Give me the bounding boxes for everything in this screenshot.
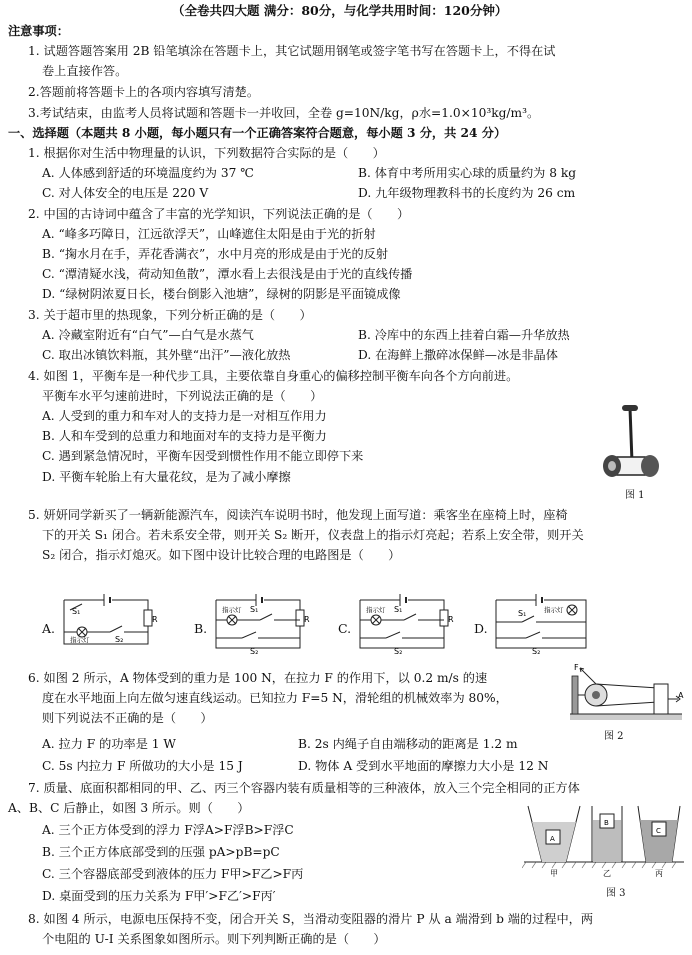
svg-text:S₂: S₂: [250, 647, 259, 656]
svg-text:R: R: [152, 615, 158, 624]
circuit-a: [60, 592, 160, 654]
notes-title: 注意事项：: [8, 24, 69, 38]
figure-2-pulley: [566, 662, 686, 724]
note-3: 3.考试结束，由监考人员将试题和答题卡一并收回，全卷 g=10N/kg，ρ水=1.0×10³kg/m³。: [28, 106, 540, 120]
circuit-b: [212, 592, 314, 656]
q8-stem-2: 个电阻的 U-I 关系图象如图所示。则下列判断正确的是（ ）: [42, 932, 386, 946]
q2-stem: 2. 中国的古诗词中蕴含了丰富的光学知识，下列说法正确的是（ ）: [28, 207, 410, 221]
q3-stem: 3. 关于超市里的热现象，下列分析正确的是（ ）: [28, 308, 312, 322]
svg-text:乙: 乙: [603, 869, 611, 878]
figure-2-label: 图 2: [604, 731, 624, 742]
q3-option-c: C. 取出冰镇饮料瓶，其外壁“出汗”—液化放热: [42, 348, 291, 362]
q7-stem-2: A、B、C 后静止，如图 3 所示。则（ ）: [8, 801, 250, 815]
figure-3-label: 图 3: [606, 888, 626, 899]
q1-option-a: A. 人体感到舒适的环境温度约为 37 ℃: [42, 166, 254, 180]
q2-option-d: D. “绿树阴浓夏日长，楼台倒影入池塘”，绿树的阴影是平面镜成像: [42, 287, 401, 301]
q6-stem-1: 6. 如图 2 所示，A 物体受到的重力是 100 N，在拉力 F 的作用下，以 0.2 m/s 的速: [28, 671, 488, 685]
q4-option-b: B. 人和车受到的总重力和地面对车的支持力是平衡力: [42, 429, 327, 443]
svg-text:B: B: [604, 819, 609, 827]
svg-text:指示灯: 指示灯: [366, 606, 386, 614]
q6-option-c: C. 5s 内拉力 F 所做功的大小是 15 J: [42, 759, 243, 773]
q5-option-a-label: A.: [42, 621, 56, 636]
q7-option-a: A. 三个正方体受到的浮力 F浮A>F浮B>F浮C: [42, 823, 294, 837]
svg-text:A: A: [678, 691, 684, 700]
svg-text:指示灯: 指示灯: [544, 606, 564, 614]
note-1: 1. 试题答题答案用 2B 铅笔填涂在答题卡上，其它试题用钢笔或签字笔书写在答题卡上，不得在试: [28, 44, 556, 58]
q2-option-a: A. “峰多巧障日，江远欲浮天”，山峰遮住太阳是由于光的折射: [42, 227, 376, 241]
svg-text:R: R: [304, 615, 310, 624]
figure-1-label: 图 1: [625, 490, 645, 501]
q6-option-a: A. 拉力 F 的功率是 1 W: [42, 737, 176, 751]
svg-text:S₁: S₁: [394, 605, 403, 614]
note-1-cont: 卷上直接作答。: [42, 64, 128, 78]
q5-option-c-label: C.: [338, 621, 352, 636]
q4-stem-cont: 平衡车水平匀速前进时，下列说法正确的是（ ）: [42, 389, 323, 403]
q3-option-a: A. 冷藏室附近有“白气”—白气是水蒸气: [42, 328, 254, 342]
q6-option-b: B. 2s 内绳子自由端移动的距离是 1.2 m: [298, 737, 518, 751]
q7-option-c: C. 三个容器底部受到液体的压力 F甲>F乙>F丙: [42, 867, 304, 881]
svg-text:甲: 甲: [550, 869, 558, 878]
svg-text:S₁: S₁: [250, 605, 259, 614]
q5-stem-2: 下的开关 S₁ 闭合。若未系安全带，则开关 S₂ 断开，仪表盘上的指示灯亮起；若系上安全带，则开关: [42, 528, 584, 542]
svg-text:S₂: S₂: [532, 647, 541, 656]
svg-text:A: A: [550, 835, 555, 843]
q1-option-b: B. 体育中考所用实心球的质量约为 8 kg: [358, 166, 577, 180]
figure-1-scooter: [598, 402, 662, 486]
q2-option-c: C. “潭清疑水浅，荷动知鱼散”，潭水看上去很浅是由于光的直线传播: [42, 267, 413, 281]
svg-text:S₂: S₂: [394, 647, 403, 656]
q5-option-b-label: B.: [194, 621, 208, 636]
q5-option-d-label: D.: [474, 621, 488, 636]
q3-option-d: D. 在海鲜上撒碎冰保鲜—冰是非晶体: [358, 348, 558, 362]
q6-option-d: D. 物体 A 受到水平地面的摩擦力大小是 12 N: [298, 759, 549, 773]
svg-text:S₁: S₁: [518, 609, 527, 618]
q7-stem-1: 7. 质量、底面积都相同的甲、乙、丙三个容器内装有质量相等的三种液体，放入三个完全相同的正方体: [28, 781, 580, 795]
q6-stem-3: 则下列说法不正确的是（ ）: [42, 711, 213, 725]
svg-text:C: C: [656, 827, 661, 835]
q1-option-c: C. 对人体安全的电压是 220 V: [42, 186, 209, 200]
section-title: 一、选择题（本题共 8 小题，每小题只有一个正确答案符合题意，每小题 3 分，共 24 分）: [8, 126, 507, 140]
svg-text:丙: 丙: [655, 869, 663, 878]
circuit-c: [356, 592, 458, 656]
figure-3-containers: [522, 800, 686, 878]
svg-text:S₂: S₂: [115, 635, 124, 644]
q7-option-d: D. 桌面受到的压力关系为 F甲′>F乙′>F丙′: [42, 889, 276, 903]
q5-stem-3: S₂ 闭合，指示灯熄灭。如下图中设计比较合理的电路图是（ ）: [42, 548, 401, 562]
q8-stem-1: 8. 如图 4 所示，电源电压保持不变，闭合开关 S，当滑动变阻器的滑片 P 从 a 端滑到 b 端的过程中，两: [28, 912, 594, 926]
q4-stem: 4. 如图 1，平衡车是一种代步工具，主要依靠自身重心的偏移控制平衡车向各个方向前进。: [28, 369, 519, 383]
q1-option-d: D. 九年级物理教科书的长度约为 26 cm: [358, 186, 576, 200]
q4-option-a: A. 人受到的重力和车对人的支持力是一对相互作用力: [42, 409, 327, 423]
svg-text:S₁: S₁: [72, 607, 81, 616]
circuit-d: [492, 592, 596, 656]
exam-header: （全卷共四大题 满分：80分，与化学共用时间：120分钟）: [172, 3, 508, 18]
q7-option-b: B. 三个正方体底部受到的压强 pA>pB=pC: [42, 845, 280, 859]
svg-text:R: R: [448, 615, 454, 624]
q2-option-b: B. “掬水月在手，弄花香满衣”，水中月亮的形成是由于光的反射: [42, 247, 389, 261]
note-2: 2.答题前将答题卡上的各项内容填写清楚。: [28, 85, 260, 99]
q5-stem-1: 5. 妍妍同学新买了一辆新能源汽车，阅读汽车说明书时，他发现上面写道：乘客坐在座椅上时，座椅: [28, 508, 568, 522]
svg-text:指示灯: 指示灯: [70, 636, 90, 644]
q4-option-d: D. 平衡车轮胎上有大量花纹，是为了减小摩擦: [42, 470, 291, 484]
q1-stem: 1. 根据你对生活中物理量的认识，下列数据符合实际的是（ ）: [28, 146, 385, 160]
q6-stem-2: 度在水平地面上向左做匀速直线运动。已知拉力 F=5 N，滑轮组的机械效率为 80%，: [42, 691, 508, 705]
q3-option-b: B. 冷库中的东西上挂着白霜—升华放热: [358, 328, 570, 342]
svg-text:指示灯: 指示灯: [222, 606, 242, 614]
svg-text:F: F: [574, 663, 579, 672]
q4-option-c: C. 遇到紧急情况时，平衡车因受到惯性作用不能立即停下来: [42, 449, 364, 463]
